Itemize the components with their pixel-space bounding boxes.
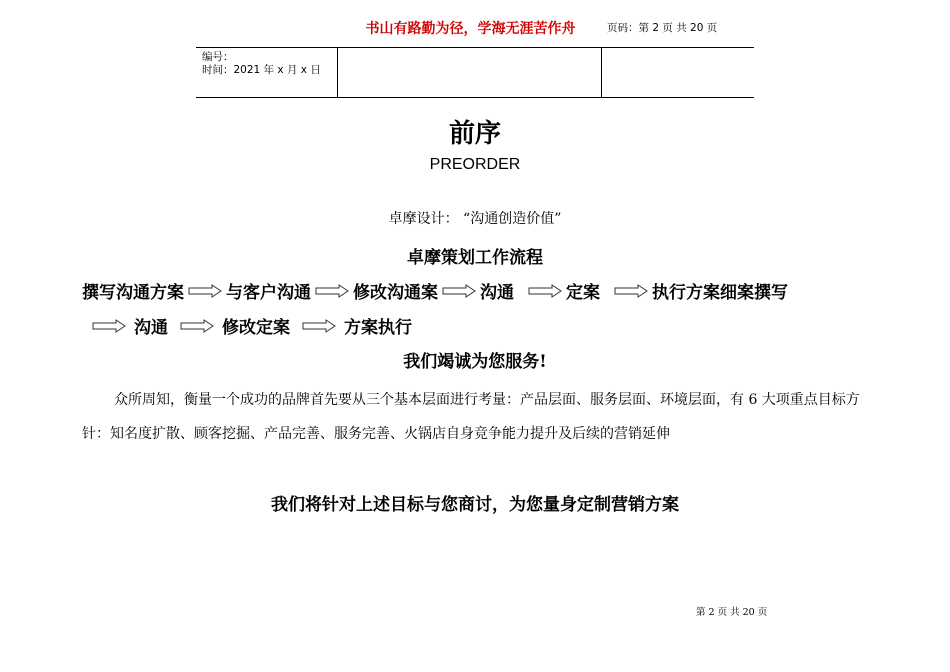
workflow-step: 方案执行 [344, 318, 412, 338]
header-meta [202, 51, 321, 77]
workflow-step: 修改沟通案 [353, 283, 438, 303]
header-page-label: 页码：第 2 页 共 20 页 [607, 22, 718, 34]
header-divider [337, 48, 338, 97]
arrow-right-icon [188, 284, 222, 298]
body-paragraph: 众所周知，衡量一个成功的品牌首先要从三个基本层面进行考量：产品层面、服务层面、环境层面，有 6 大项重点目标方针：知名度扩散、顾客挖掘、产品完善、服务完善、火锅店自身竞争能力提升及后续的营销延伸 [82, 392, 860, 442]
arrow-right-icon [614, 284, 648, 298]
number-label: 编号： [202, 51, 234, 63]
arrow-right-icon [302, 319, 336, 333]
arrow-right-icon [180, 319, 214, 333]
closing-statement: 我们将针对上述目标与您商讨，为您量身定制营销方案 [271, 495, 679, 515]
arrow-right-icon [315, 284, 349, 298]
page-subtitle: PREORDER [429, 156, 521, 173]
header-motto: 书山有路勤为径，学海无涯苦作舟 [365, 21, 576, 37]
workflow-step: 沟通 [480, 283, 514, 303]
design-slogan: 卓摩设计： “沟通创造价值” [388, 211, 562, 227]
workflow-step: 沟通 [134, 318, 168, 338]
service-slogan: 我们竭诚为您服务! [403, 352, 547, 372]
workflow-step: 定案 [566, 283, 600, 303]
workflow-title: 卓摩策划工作流程 [407, 248, 543, 268]
arrow-right-icon [442, 284, 476, 298]
workflow-row-2 [92, 313, 412, 338]
time-label: 时间：2021 年 x 月 x 日 [202, 64, 321, 76]
workflow-row-1 [82, 278, 788, 303]
arrow-right-icon [528, 284, 562, 298]
workflow-step: 与客户沟通 [226, 283, 311, 303]
page-title: 前序 [448, 119, 501, 149]
header-divider [601, 48, 602, 97]
workflow-step: 执行方案细案撰写 [652, 283, 788, 303]
page-header [196, 47, 754, 98]
arrow-right-icon [92, 319, 126, 333]
workflow-step: 撰写沟通方案 [82, 283, 184, 303]
workflow-step: 修改定案 [222, 318, 290, 338]
page-footer: 第 2 页 共 20 页 [696, 607, 768, 618]
